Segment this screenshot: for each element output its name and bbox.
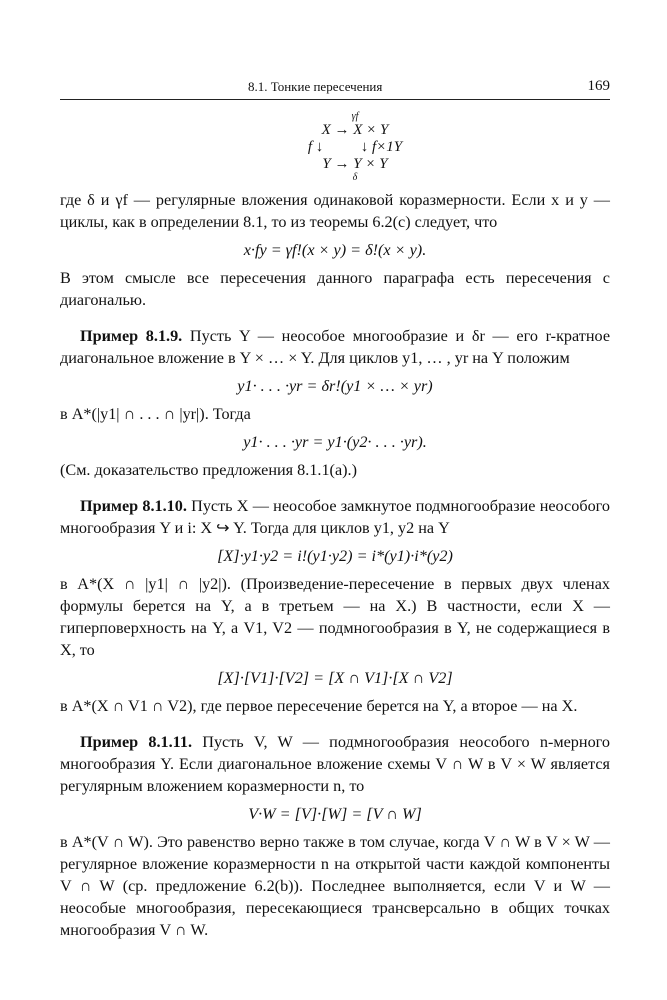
- diagram-top-label: γf: [351, 111, 359, 122]
- example-text: Пусть Y — неособое многообразие и δr — его r-кратное диагональное вложение в Y × … × Y. Для циклов y1, … , yr на Y положим: [60, 327, 611, 367]
- example-title: Пример 8.1.11.: [80, 733, 192, 751]
- equation: V·W = [V]·[W] = [V ∩ W]: [248, 805, 422, 823]
- equation: y1· . . . ·yr = δr!(y1 × … × yr): [237, 377, 433, 395]
- diagram-bottom-label: δ: [352, 172, 358, 183]
- paragraph: в A*(X ∩ |y1| ∩ |y2|). (Произведение-пересечение в первых двух членах формулы берется на Y, а в третьем — на X.) В частности, если X — гиперповерхность на Y, а V1, V2 — подмногообразия в Y, не содержащиеся в X, то: [60, 575, 610, 659]
- equation: [X]·[V1]·[V2] = [X ∩ V1]·[X ∩ V2]: [217, 669, 453, 687]
- page-body: [60, 112, 610, 941]
- paragraph: (См. доказательство предложения 8.1.1(a).): [60, 461, 357, 479]
- paragraph: в A*(|y1| ∩ . . . ∩ |yr|). Тогда: [60, 405, 251, 423]
- paragraph: В этом смысле все пересечения данного параграфа есть пересечения с диагональю.: [60, 269, 610, 309]
- paragraph: в A*(X ∩ V1 ∩ V2), где первое пересечение берется на Y, а второе — на X.: [60, 697, 578, 715]
- example-title: Пример 8.1.9.: [80, 327, 183, 345]
- equation: x·fy = γf!(x × y) = δ!(x × y).: [243, 241, 427, 259]
- diagram-row-1: X → X × Y: [321, 122, 389, 138]
- equation: [X]·y1·y2 = i!(y1·y2) = i*(y1)·i*(y2): [217, 547, 453, 565]
- example-8-1-11: [60, 731, 610, 797]
- diagram-row-2: f ↓ ↓ f×1Y: [307, 139, 403, 155]
- commutative-diagram: [215, 112, 455, 183]
- diagram-row-3: Y → Y × Y: [322, 156, 388, 172]
- example-8-1-9: [60, 325, 610, 369]
- equation: y1· . . . ·yr = y1·(y2· . . . ·yr).: [243, 433, 427, 451]
- example-text: Пусть X — неособое замкнутое подмногообразие неособого многообразия Y и i: X ↪ Y. Тогда для циклов y1, y2 на Y: [60, 497, 610, 537]
- example-text: Пусть V, W — подмногообразия неособого n-мерного многообразия Y. Если диагональное вложение схемы V ∩ W в V × W является регулярным вложением коразмерности n, то: [60, 733, 610, 795]
- paragraph: где δ и γf — регулярные вложения одинаковой коразмерности. Если x и y — циклы, как в определении 8.1, то из теоремы 6.2(c) следует, что: [60, 191, 610, 231]
- running-header: [60, 78, 610, 100]
- example-title: Пример 8.1.10.: [80, 497, 187, 515]
- example-8-1-10: [60, 495, 610, 539]
- paragraph: в A*(V ∩ W). Это равенство верно также в том случае, когда V ∩ W в V × W — регулярное вложение коразмерности n на открытой части каждой компоненты V ∩ W (ср. предложение 6.2(b)). Последнее выполняется, если V и W — неособые многообразия, пересекающиеся трансверсально в общих точках многообразия V ∩ W.: [60, 833, 610, 939]
- section-title: 8.1. Тонкие пересечения: [248, 79, 383, 94]
- page-number: 169: [587, 78, 610, 94]
